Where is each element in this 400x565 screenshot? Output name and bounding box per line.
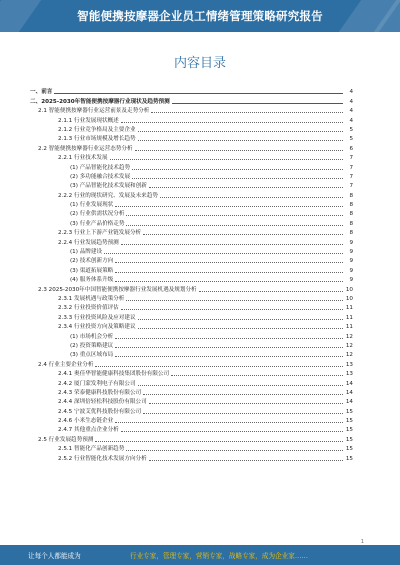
- toc-leader-dots: [138, 140, 343, 141]
- toc-entry[interactable]: [30, 443, 353, 452]
- toc-entry[interactable]: [30, 105, 353, 114]
- footer-slogan-left: 让每个人都能成为: [28, 552, 81, 560]
- toc-entry-page: 12: [345, 333, 353, 340]
- toc-entry[interactable]: [30, 330, 353, 339]
- toc-leader-dots: [115, 272, 343, 273]
- toc-entry-label: (2) 技术创新方向: [70, 258, 114, 265]
- toc-entry-label: (3) 行业产品价格走势: [70, 220, 125, 227]
- toc-entry-label: 2.1 智能便携按摩器行业运营前景及走势分析: [38, 108, 150, 115]
- toc-entry-page: 9: [349, 258, 353, 265]
- toc-leader-dots: [95, 366, 343, 367]
- toc-entry-label: (3) 渠道拓展策略: [70, 267, 114, 274]
- toc-leader-dots: [143, 413, 343, 414]
- table-of-contents: [30, 86, 353, 462]
- toc-leader-dots: [115, 356, 343, 357]
- toc-entry[interactable]: [30, 396, 353, 405]
- toc-entry[interactable]: [30, 236, 353, 245]
- toc-leader-dots: [115, 262, 343, 263]
- toc-entry-page: 15: [345, 455, 353, 462]
- toc-entry[interactable]: [30, 124, 353, 133]
- toc-entry-label: 2.2.3 行业上下游产业链发展分析: [58, 230, 142, 237]
- toc-entry-label: (1) 行业发展现状: [70, 202, 114, 209]
- toc-entry[interactable]: [30, 95, 353, 104]
- toc-entry-label: 2.4.6 小米生态链企业: [58, 418, 114, 425]
- toc-leader-dots: [126, 450, 343, 451]
- toc-entry-label: (4) 服务体系升级: [70, 277, 114, 284]
- toc-entry-page: 8: [349, 220, 353, 227]
- toc-entry-page: 7: [349, 155, 353, 162]
- toc-leader-dots: [199, 291, 343, 292]
- toc-entry-label: 2.2.2 行业的现状研究、发展及未来趋势: [58, 192, 158, 199]
- toc-entry-page: 4: [349, 98, 353, 105]
- toc-leader-dots: [54, 93, 343, 94]
- toc-entry-page: 9: [349, 267, 353, 274]
- toc-entry-page: 14: [345, 389, 353, 396]
- toc-entry[interactable]: [30, 227, 353, 236]
- toc-entry[interactable]: [30, 387, 353, 396]
- toc-leader-dots: [132, 178, 343, 179]
- toc-entry-page: 10: [345, 286, 353, 293]
- toc-entry-page: 15: [345, 446, 353, 453]
- toc-entry-label: 2.4.1 奥佳华智能健康科技集团股份有限公司: [58, 371, 170, 378]
- toc-entry-page: 7: [349, 164, 353, 171]
- toc-entry[interactable]: [30, 433, 353, 442]
- toc-entry-label: 二、2025-2030年智能便携按摩器行业现状及趋势预测: [30, 98, 170, 105]
- toc-leader-dots: [121, 122, 343, 123]
- toc-entry-page: 5: [349, 126, 353, 133]
- toc-entry-page: 9: [349, 277, 353, 284]
- toc-entry-label: 2.5.2 行业智能化技术发展方向分析: [58, 455, 147, 462]
- toc-entry-label: 2.4.5 宁波艾优科技股份有限公司: [58, 408, 142, 415]
- toc-leader-dots: [151, 112, 343, 113]
- toc-entry-label: (1) 品牌建设: [70, 249, 103, 256]
- toc-entry-label: (3) 产品智能化技术发展和创新: [70, 183, 147, 190]
- toc-leader-dots: [121, 431, 343, 432]
- toc-entry-label: 2.5.1 智能化产品创新趋势: [58, 446, 125, 453]
- toc-leader-dots: [121, 244, 343, 245]
- toc-entry-page: 13: [345, 371, 353, 378]
- toc-leader-dots: [126, 225, 343, 226]
- toc-entry-page: 4: [349, 108, 353, 115]
- toc-entry-page: 12: [345, 342, 353, 349]
- toc-entry-page: 15: [345, 408, 353, 415]
- toc-entry[interactable]: [30, 274, 353, 283]
- toc-entry-page: 15: [345, 436, 353, 443]
- toc-leader-dots: [138, 131, 343, 132]
- toc-entry-page: 13: [345, 361, 353, 368]
- report-header: [0, 0, 400, 32]
- toc-entry-label: 2.3.1 发展机遇与政策分析: [58, 295, 125, 302]
- toc-entry-label: 2.3 2025-2030年中国智能便携按摩器行业发展机遇及规划分析: [38, 286, 197, 293]
- toc-entry-label: 2.4.3 荣泰健康科技股份有限公司: [58, 389, 142, 396]
- toc-entry-page: 9: [349, 239, 353, 246]
- toc-entry-page: 14: [345, 380, 353, 387]
- toc-entry[interactable]: [30, 302, 353, 311]
- toc-entry[interactable]: [30, 161, 353, 170]
- toc-entry-label: (1) 市场机会分析: [70, 333, 114, 340]
- toc-entry-label: 2.4.4 深圳倍轻松科技股份有限公司: [58, 399, 147, 406]
- toc-entry-page: 12: [345, 352, 353, 359]
- toc-entry-label: 2.1.2 行业竞争格局及主要企业: [58, 126, 136, 133]
- toc-entry-label: (1) 产品智能化技术趋势: [70, 164, 131, 171]
- toc-entry[interactable]: [30, 180, 353, 189]
- toc-entry[interactable]: [30, 368, 353, 377]
- toc-entry-label: 2.4.7 其他重点企业分析: [58, 427, 119, 434]
- toc-entry[interactable]: [30, 377, 353, 386]
- toc-entry-label: 2.1.3 行业市场规模及增长趋势: [58, 136, 136, 143]
- toc-entry[interactable]: [30, 405, 353, 414]
- toc-entry[interactable]: [30, 171, 353, 180]
- toc-entry-label: 2.4 行业主要企业分析: [38, 361, 94, 368]
- toc-entry-label: 一、前言: [30, 89, 53, 96]
- toc-entry-page: 11: [345, 305, 353, 312]
- toc-leader-dots: [104, 253, 343, 254]
- toc-leader-dots: [115, 338, 343, 339]
- toc-leader-dots: [115, 347, 343, 348]
- toc-entry-label: 2.2.1 行业技术发展: [58, 155, 108, 162]
- toc-entry-page: 4: [349, 89, 353, 96]
- toc-leader-dots: [115, 422, 343, 423]
- toc-entry[interactable]: [30, 293, 353, 302]
- report-title: 智能便携按摩器企业员工情绪管理策略研究报告: [77, 9, 323, 23]
- toc-entry[interactable]: [30, 452, 353, 461]
- toc-entry-page: 11: [345, 324, 353, 331]
- toc-entry-label: 2.3.3 行业投资风险及应对建议: [58, 314, 136, 321]
- page-footer: [0, 545, 400, 565]
- toc-entry-label: 2.5 行业发展趋势预测: [38, 436, 94, 443]
- toc-leader-dots: [132, 169, 343, 170]
- toc-entry-page: 5: [349, 136, 353, 143]
- toc-entry-label: 2.2 智能便携按摩器行业运营态势分析: [38, 145, 133, 152]
- toc-entry[interactable]: [30, 246, 353, 255]
- toc-heading: 内容目录: [173, 56, 226, 71]
- toc-leader-dots: [126, 300, 343, 301]
- toc-leader-dots: [149, 460, 343, 461]
- toc-entry-page: 4: [349, 117, 353, 124]
- toc-entry-page: 15: [345, 427, 353, 434]
- toc-leader-dots: [135, 150, 343, 151]
- toc-entry[interactable]: [30, 311, 353, 320]
- toc-entry[interactable]: [30, 142, 353, 151]
- toc-entry-label: (2) 行业供需状况分析: [70, 211, 125, 218]
- toc-leader-dots: [138, 319, 343, 320]
- footer-slogan-right: 行业专家，管理专家，营销专家，战略专家，成为企业家……: [130, 552, 309, 560]
- toc-entry-page: 15: [345, 418, 353, 425]
- toc-entry[interactable]: [30, 283, 353, 292]
- toc-leader-dots: [110, 159, 343, 160]
- toc-entry[interactable]: [30, 86, 353, 95]
- toc-entry-page: 9: [349, 249, 353, 256]
- toc-entry[interactable]: [30, 208, 353, 217]
- toc-entry[interactable]: [30, 189, 353, 198]
- toc-entry[interactable]: [30, 424, 353, 433]
- toc-entry-page: 10: [345, 295, 353, 302]
- toc-entry-page: 8: [349, 230, 353, 237]
- toc-entry-label: 2.3.4 行业投资方向及策略建议: [58, 324, 136, 331]
- toc-leader-dots: [171, 375, 343, 376]
- toc-entry-page: 8: [349, 202, 353, 209]
- toc-entry-page: 14: [345, 399, 353, 406]
- toc-leader-dots: [138, 328, 343, 329]
- toc-entry[interactable]: [30, 255, 353, 264]
- toc-entry[interactable]: [30, 152, 353, 161]
- toc-leader-dots: [172, 103, 343, 104]
- toc-entry-page: 11: [345, 314, 353, 321]
- toc-leader-dots: [143, 394, 343, 395]
- page-number: 1: [360, 539, 364, 545]
- toc-entry[interactable]: [30, 340, 353, 349]
- toc-entry[interactable]: [30, 264, 353, 273]
- toc-entry[interactable]: [30, 217, 353, 226]
- toc-leader-dots: [126, 215, 343, 216]
- toc-entry-page: 8: [349, 192, 353, 199]
- toc-entry-page: 8: [349, 211, 353, 218]
- toc-leader-dots: [95, 441, 343, 442]
- toc-leader-dots: [160, 197, 343, 198]
- toc-entry-page: 6: [349, 145, 353, 152]
- toc-entry[interactable]: [30, 133, 353, 142]
- toc-entry-label: 2.3.2 行业投资价值评估: [58, 305, 119, 312]
- toc-entry[interactable]: [30, 349, 353, 358]
- toc-entry-label: 2.4.2 厦门蒙发利电子有限公司: [58, 380, 136, 387]
- toc-leader-dots: [143, 234, 343, 235]
- toc-entry-label: (2) 投资策略建议: [70, 342, 114, 349]
- toc-entry[interactable]: [30, 114, 353, 123]
- toc-leader-dots: [115, 281, 343, 282]
- toc-entry-label: (3) 重点区域布局: [70, 352, 114, 359]
- toc-leader-dots: [121, 309, 343, 310]
- toc-leader-dots: [149, 187, 343, 188]
- toc-entry-page: 7: [349, 173, 353, 180]
- toc-entry[interactable]: [30, 415, 353, 424]
- toc-leader-dots: [149, 403, 343, 404]
- toc-entry[interactable]: [30, 321, 353, 330]
- toc-leader-dots: [115, 206, 343, 207]
- toc-entry-label: (2) 多功能融合技术发展: [70, 173, 131, 180]
- toc-entry-label: 2.2.4 行业发展趋势预测: [58, 239, 119, 246]
- toc-entry[interactable]: [30, 199, 353, 208]
- toc-leader-dots: [138, 385, 343, 386]
- toc-entry[interactable]: [30, 358, 353, 367]
- toc-entry-page: 7: [349, 183, 353, 190]
- toc-entry-label: 2.1.1 行业发展现状概述: [58, 117, 119, 124]
